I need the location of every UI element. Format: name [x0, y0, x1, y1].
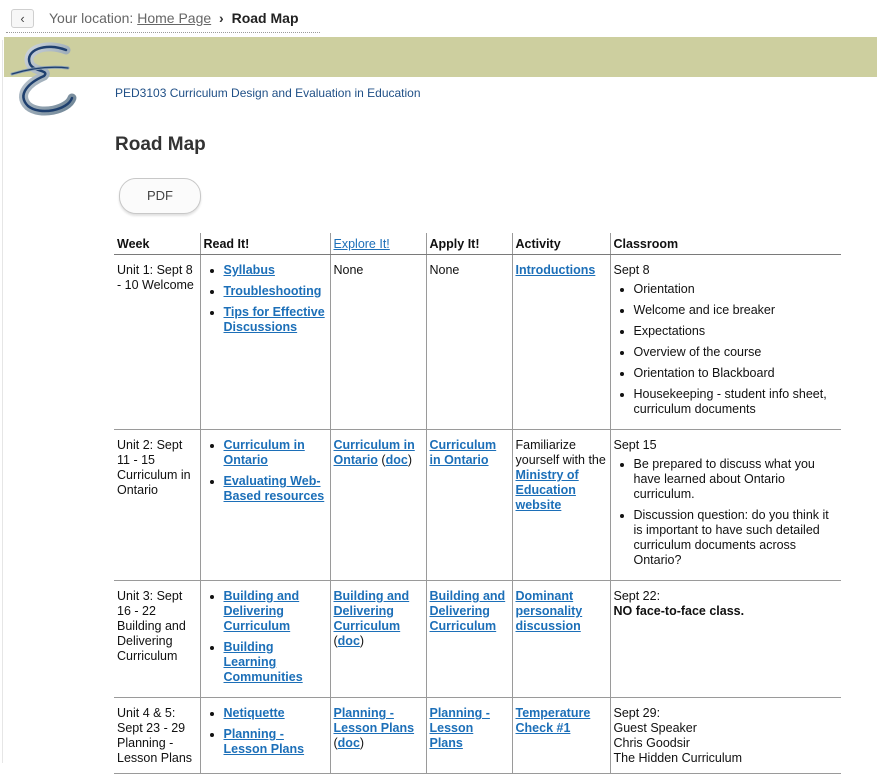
classroom-item: • Orientation — [634, 282, 839, 297]
explore-cell: None — [330, 255, 426, 430]
read-link[interactable]: Netiquette — [223, 706, 285, 720]
activity-link[interactable]: Temperature Check #1 — [515, 706, 591, 735]
breadcrumb-home-link[interactable]: Home Page — [137, 10, 212, 26]
read-cell — [200, 698, 330, 774]
classroom-date: Sept 22: — [613, 589, 661, 603]
classroom-cell — [610, 430, 841, 581]
explore-link[interactable]: Curriculum in Ontario — [333, 438, 415, 467]
explore-cell: Curriculum in Ontario (doc) — [330, 430, 426, 581]
classroom-item: • Discussion question: do you think it is important to have such detailed curriculum documents across Ontario? — [634, 508, 839, 568]
col-header-activity: Activity — [512, 233, 610, 255]
col-header-classroom: Classroom — [610, 233, 841, 255]
course-title: PED3103 Curriculum Design and Evaluation in Education — [115, 86, 421, 100]
classroom-item: • Expectations — [634, 324, 839, 339]
apply-link[interactable]: Building and Delivering Curriculum — [429, 589, 506, 633]
week-cell: Unit 4 & 5: Sept 23 - 29 Planning - Lesson Plans — [114, 698, 200, 774]
header-band — [4, 37, 877, 77]
table-row — [114, 698, 841, 774]
classroom-date: Sept 29: — [613, 706, 661, 720]
classroom-note: NO face-to-face class. — [613, 604, 745, 618]
read-link[interactable]: Building Learning Communities — [223, 640, 303, 684]
read-cell — [200, 255, 330, 430]
left-frame-line — [2, 40, 3, 763]
road-map-table — [114, 233, 841, 774]
page-title: Road Map — [115, 134, 206, 155]
read-link[interactable]: Curriculum in Ontario — [223, 438, 305, 467]
breadcrumb — [49, 10, 299, 26]
table-row — [114, 255, 841, 430]
apply-cell — [426, 698, 512, 774]
explore-doc-link[interactable]: doc — [337, 634, 360, 648]
classroom-item: • Welcome and ice breaker — [634, 303, 839, 318]
table-row — [114, 430, 841, 581]
explore-link[interactable]: Building and Delivering Curriculum — [333, 589, 410, 633]
classroom-date: Sept 15 — [613, 438, 657, 452]
classroom-item: • Be prepared to discuss what you have learned about Ontario curriculum. — [634, 457, 839, 502]
pdf-button[interactable]: PDF — [119, 178, 201, 214]
read-link[interactable]: Syllabus — [223, 263, 275, 277]
classroom-item: • Housekeeping - student info sheet, curriculum documents — [634, 387, 839, 417]
activity-cell — [512, 581, 610, 698]
classroom-line: The Hidden Curriculum — [613, 751, 743, 765]
explore-cell: Building and Delivering Curriculum (doc) — [330, 581, 426, 698]
breadcrumb-prefix: Your location: — [49, 10, 134, 26]
explore-link[interactable]: Planning - Lesson Plans — [333, 706, 415, 735]
apply-cell — [426, 430, 512, 581]
week-cell: Unit 1: Sept 8 - 10 Welcome — [114, 255, 200, 430]
classroom-cell — [610, 581, 841, 698]
activity-cell — [512, 430, 610, 581]
table-row — [114, 581, 841, 698]
read-link[interactable]: Tips for Effective Discussions — [223, 305, 325, 334]
apply-link[interactable]: Planning - Lesson Plans — [429, 706, 490, 750]
explore-doc-link[interactable]: doc — [385, 453, 408, 467]
activity-cell — [512, 255, 610, 430]
apply-link[interactable]: Curriculum in Ontario — [429, 438, 497, 467]
activity-text: Familiarize yourself with the — [515, 438, 606, 467]
read-link[interactable]: Building and Delivering Curriculum — [223, 589, 300, 633]
apply-cell — [426, 581, 512, 698]
col-header-read: Read It! — [200, 233, 330, 255]
read-link[interactable]: Troubleshooting — [223, 284, 322, 298]
classroom-item: • Overview of the course — [634, 345, 839, 360]
col-header-week: Week — [114, 233, 200, 255]
explore-doc-link[interactable]: doc — [337, 736, 360, 750]
classroom-date: Sept 8 — [613, 263, 650, 277]
top-bar — [0, 0, 877, 37]
read-cell — [200, 430, 330, 581]
apply-cell: None — [426, 255, 512, 430]
week-cell: Unit 2: Sept 11 - 15 Curriculum in Ontario — [114, 430, 200, 581]
classroom-line: Chris Goodsir — [613, 736, 690, 750]
breadcrumb-divider — [6, 32, 320, 33]
activity-link[interactable]: Dominant personality discussion — [515, 589, 583, 633]
breadcrumb-separator: › — [219, 10, 224, 26]
activity-link[interactable]: Ministry of Education website — [515, 468, 579, 512]
explore-header-link[interactable]: Explore It! — [333, 237, 390, 251]
script-e-logo-icon — [6, 38, 106, 118]
table-header-row — [114, 233, 841, 255]
breadcrumb-current: Road Map — [231, 10, 299, 26]
read-link[interactable]: Evaluating Web-Based resources — [223, 474, 325, 503]
classroom-line: Guest Speaker — [613, 721, 697, 735]
activity-cell — [512, 698, 610, 774]
week-cell: Unit 3: Sept 16 - 22 Building and Delivering Curriculum — [114, 581, 200, 698]
classroom-cell — [610, 255, 841, 430]
classroom-item: • Orientation to Blackboard — [634, 366, 839, 381]
col-header-explore — [330, 233, 426, 255]
activity-link[interactable]: Introductions — [515, 263, 596, 277]
col-header-apply: Apply It! — [426, 233, 512, 255]
read-cell — [200, 581, 330, 698]
classroom-cell — [610, 698, 841, 774]
read-link[interactable]: Planning - Lesson Plans — [223, 727, 305, 756]
back-button[interactable]: ‹ — [11, 9, 34, 28]
explore-cell: Planning - Lesson Plans (doc) — [330, 698, 426, 774]
